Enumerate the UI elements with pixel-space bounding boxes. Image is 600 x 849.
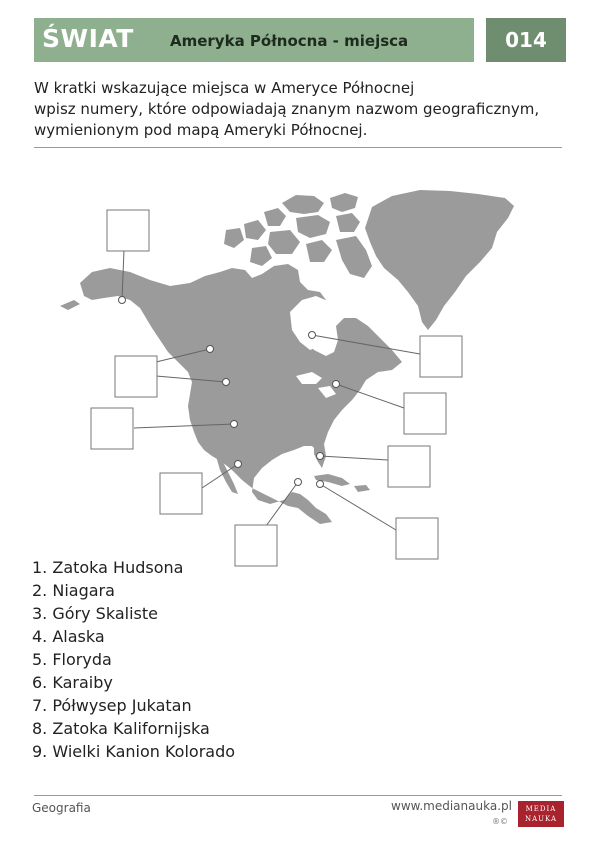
arctic-island xyxy=(244,220,266,240)
arctic-island xyxy=(224,228,244,248)
marker xyxy=(223,379,230,386)
list-item: 5. Floryda xyxy=(32,650,112,669)
aleutian-islands xyxy=(60,300,80,310)
list-item: 9. Wielki Kanion Kolorado xyxy=(32,742,236,761)
answer-box-west-area[interactable] xyxy=(91,408,133,449)
marker xyxy=(317,453,324,460)
worksheet-title: Ameryka Północna - miejsca xyxy=(170,32,409,50)
marker xyxy=(207,346,214,353)
copyright-mark: ®© xyxy=(492,817,508,826)
answer-box-rockies-area[interactable] xyxy=(115,356,157,397)
marker xyxy=(317,481,324,488)
instruction-line: wpisz numery, które odpowiadają znanym nazwom geograficznym, xyxy=(34,100,540,118)
arctic-island xyxy=(250,246,272,266)
answer-box-baja-area[interactable] xyxy=(160,473,202,514)
arctic-island xyxy=(264,208,286,226)
places-list xyxy=(32,556,235,763)
marker xyxy=(333,381,340,388)
arctic-island xyxy=(282,195,324,214)
footer-website-link[interactable]: www.medianauka.pl xyxy=(391,799,512,813)
list-item: 8. Zatoka Kalifornijska xyxy=(32,719,210,738)
list-item: 3. Góry Skaliste xyxy=(32,604,158,623)
instruction-line: wymienionym pod mapą Ameryki Północnej. xyxy=(34,121,368,139)
list-item: 2. Niagara xyxy=(32,581,115,600)
header-bar xyxy=(34,18,474,62)
divider xyxy=(34,147,562,148)
arctic-island xyxy=(268,230,300,254)
arctic-island xyxy=(336,213,360,232)
worksheet-number-box xyxy=(486,18,566,62)
answer-box-yucatan-area[interactable] xyxy=(235,525,277,566)
marker xyxy=(119,297,126,304)
list-item: 1. Zatoka Hudsona xyxy=(32,558,184,577)
worksheet-number: 014 xyxy=(505,28,547,52)
subject-label: ŚWIAT xyxy=(42,24,134,53)
answer-box-hudson-area[interactable] xyxy=(420,336,462,377)
list-item: 7. Półwysep Jukatan xyxy=(32,696,192,715)
marker xyxy=(309,332,316,339)
baffin-island xyxy=(336,236,372,278)
marker xyxy=(231,421,238,428)
list-item: 6. Karaiby xyxy=(32,673,113,692)
answer-box-florida-area[interactable] xyxy=(388,446,430,487)
arctic-island xyxy=(306,240,332,262)
medianauka-logo xyxy=(518,801,564,827)
arctic-island xyxy=(296,215,330,238)
footer-divider xyxy=(34,795,562,796)
arctic-island xyxy=(330,193,358,212)
footer-subject: Geografia xyxy=(32,801,91,815)
hispaniola xyxy=(354,485,370,492)
answer-box-caribbean-area[interactable] xyxy=(396,518,438,559)
logo-text: NAUKA xyxy=(524,815,558,823)
instructions xyxy=(34,78,574,141)
marker xyxy=(235,461,242,468)
marker xyxy=(295,479,302,486)
logo-text: MEDIA xyxy=(525,805,557,813)
answer-box-alaska-area[interactable] xyxy=(107,210,149,251)
greenland xyxy=(365,190,514,330)
list-item: 4. Alaska xyxy=(32,627,105,646)
answer-box-niagara-area[interactable] xyxy=(404,393,446,434)
instruction-line: W kratki wskazujące miejsca w Ameryce Północnej xyxy=(34,79,415,97)
north-america-map xyxy=(0,150,600,580)
